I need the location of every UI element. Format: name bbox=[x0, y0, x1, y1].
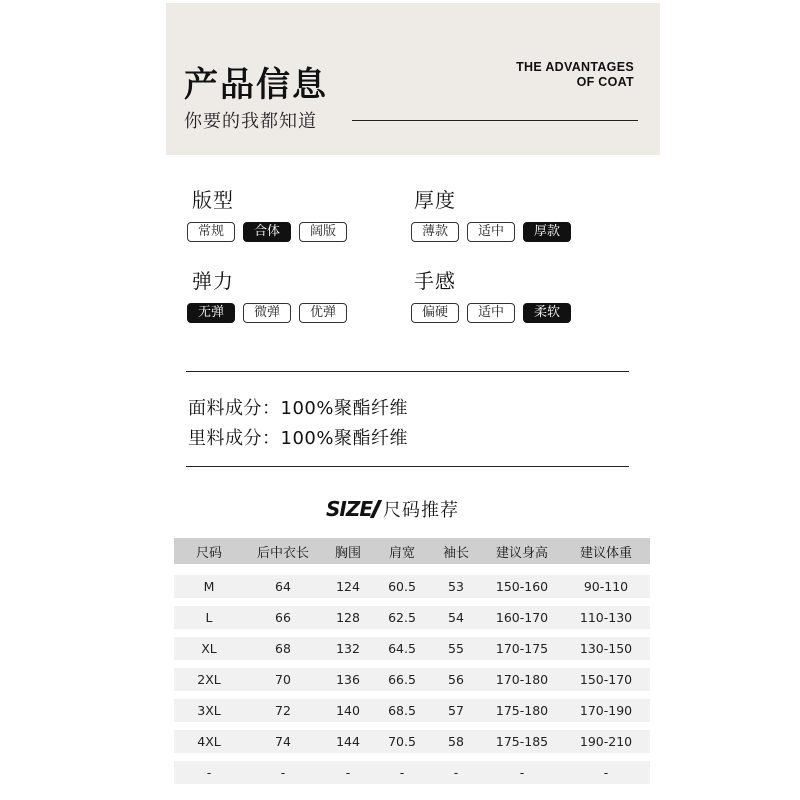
cell-weight: 150-170 bbox=[579, 672, 633, 687]
header-height: 建议身高 bbox=[495, 545, 548, 561]
cell-back-length: - bbox=[280, 765, 286, 780]
cell-shoulder: 66.5 bbox=[388, 672, 416, 687]
cell-height: 170-175 bbox=[495, 641, 549, 656]
cell-size: 3XL bbox=[197, 703, 221, 718]
cell-sleeve: 58 bbox=[448, 734, 464, 749]
english-tagline bbox=[516, 60, 634, 90]
feel-option-medium: 适中 bbox=[467, 303, 515, 323]
thickness-option-medium: 适中 bbox=[467, 222, 515, 242]
cell-sleeve: 54 bbox=[448, 610, 464, 625]
header-size: 尺码 bbox=[195, 545, 222, 561]
header-divider bbox=[352, 120, 638, 121]
cell-back-length: 68 bbox=[275, 641, 291, 656]
size-logo: SIZE bbox=[326, 497, 373, 521]
feel-option-stiff: 偏硬 bbox=[411, 303, 459, 323]
cell-weight: 130-150 bbox=[579, 641, 633, 656]
cell-chest: 144 bbox=[336, 734, 360, 749]
cell-chest: 136 bbox=[336, 672, 360, 687]
cell-size: 2XL bbox=[197, 672, 221, 687]
cell-height: 175-185 bbox=[495, 734, 549, 749]
table-row bbox=[174, 699, 650, 722]
table-row bbox=[174, 730, 650, 753]
cell-height: 175-180 bbox=[495, 703, 549, 718]
header-chest: 胸围 bbox=[334, 545, 361, 561]
elasticity-option-slight: 微弹 bbox=[243, 303, 291, 323]
cell-back-length: 74 bbox=[275, 734, 291, 749]
elasticity-option-none: 无弹 bbox=[187, 303, 235, 323]
size-title: 尺码推荐 bbox=[383, 500, 460, 521]
feel-title: 手感 bbox=[414, 269, 456, 293]
cell-sleeve: 56 bbox=[448, 672, 464, 687]
fit-option-fitted: 合体 bbox=[243, 222, 291, 242]
product-info-header bbox=[166, 3, 660, 155]
cell-chest: 140 bbox=[336, 703, 360, 718]
cell-height: 150-160 bbox=[495, 579, 549, 594]
cell-size: XL bbox=[201, 641, 217, 656]
cell-height: 160-170 bbox=[495, 610, 549, 625]
table-row bbox=[174, 606, 650, 629]
thickness-option-thin: 薄款 bbox=[411, 222, 459, 242]
cell-chest: 124 bbox=[336, 579, 360, 594]
cell-shoulder: 62.5 bbox=[388, 610, 416, 625]
feel-option-soft: 柔软 bbox=[523, 303, 571, 323]
cell-shoulder: 68.5 bbox=[388, 703, 416, 718]
table-header-row bbox=[174, 538, 650, 564]
cell-size: 4XL bbox=[197, 734, 221, 749]
cell-height: - bbox=[519, 765, 525, 780]
fit-title: 版型 bbox=[192, 188, 234, 212]
header-sleeve: 袖长 bbox=[442, 545, 469, 561]
english-tagline-line1: THE ADVANTAGES bbox=[516, 60, 634, 74]
cell-back-length: 70 bbox=[275, 672, 291, 687]
cell-shoulder: 60.5 bbox=[388, 579, 416, 594]
page-title: 产品信息 bbox=[184, 65, 328, 105]
cell-shoulder: 70.5 bbox=[388, 734, 416, 749]
cell-height: 170-180 bbox=[495, 672, 549, 687]
cell-back-length: 72 bbox=[275, 703, 291, 718]
cell-size: - bbox=[206, 765, 212, 780]
feel-group bbox=[414, 265, 560, 320]
cell-weight: 110-130 bbox=[579, 610, 633, 625]
thickness-title: 厚度 bbox=[414, 188, 456, 212]
cell-chest: - bbox=[345, 765, 351, 780]
cell-weight: 170-190 bbox=[579, 703, 633, 718]
cell-shoulder: 64.5 bbox=[388, 641, 416, 656]
cell-chest: 132 bbox=[336, 641, 360, 656]
cell-back-length: 66 bbox=[275, 610, 291, 625]
size-heading bbox=[326, 496, 459, 522]
elasticity-title: 弹力 bbox=[192, 269, 234, 293]
page-subtitle: 你要的我都知道 bbox=[184, 111, 317, 132]
cell-sleeve: 57 bbox=[448, 703, 464, 718]
cell-sleeve: - bbox=[453, 765, 459, 780]
fabric-divider-top bbox=[186, 371, 629, 372]
header-weight: 建议体重 bbox=[579, 545, 632, 561]
table-row bbox=[174, 575, 650, 598]
cell-weight: 90-110 bbox=[583, 579, 629, 594]
header-back-length: 后中衣长 bbox=[256, 545, 309, 561]
cell-sleeve: 53 bbox=[448, 579, 464, 594]
english-tagline-line2: OF COAT bbox=[576, 75, 634, 89]
fabric-divider-bottom bbox=[186, 466, 629, 467]
cell-weight: 190-210 bbox=[579, 734, 633, 749]
fabric-outer: 面料成分：100%聚酯纤维 bbox=[188, 398, 408, 419]
cell-sleeve: 55 bbox=[448, 641, 464, 656]
table-row bbox=[174, 668, 650, 691]
table-row bbox=[174, 761, 650, 784]
elasticity-option-high: 优弹 bbox=[299, 303, 347, 323]
table-row bbox=[174, 637, 650, 660]
thickness-group bbox=[414, 184, 560, 239]
thickness-option-thick: 厚款 bbox=[523, 222, 571, 242]
elasticity-group bbox=[192, 265, 336, 320]
header-shoulder: 肩宽 bbox=[388, 545, 415, 561]
fit-option-loose: 阔版 bbox=[299, 222, 347, 242]
cell-size: L bbox=[205, 610, 213, 625]
cell-weight: - bbox=[603, 765, 609, 780]
fit-group bbox=[192, 184, 336, 239]
cell-back-length: 64 bbox=[275, 579, 291, 594]
fabric-lining: 里料成分：100%聚酯纤维 bbox=[188, 428, 408, 449]
cell-shoulder: - bbox=[399, 765, 405, 780]
cell-chest: 128 bbox=[336, 610, 360, 625]
cell-size: M bbox=[203, 579, 215, 594]
fit-option-regular: 常规 bbox=[187, 222, 235, 242]
